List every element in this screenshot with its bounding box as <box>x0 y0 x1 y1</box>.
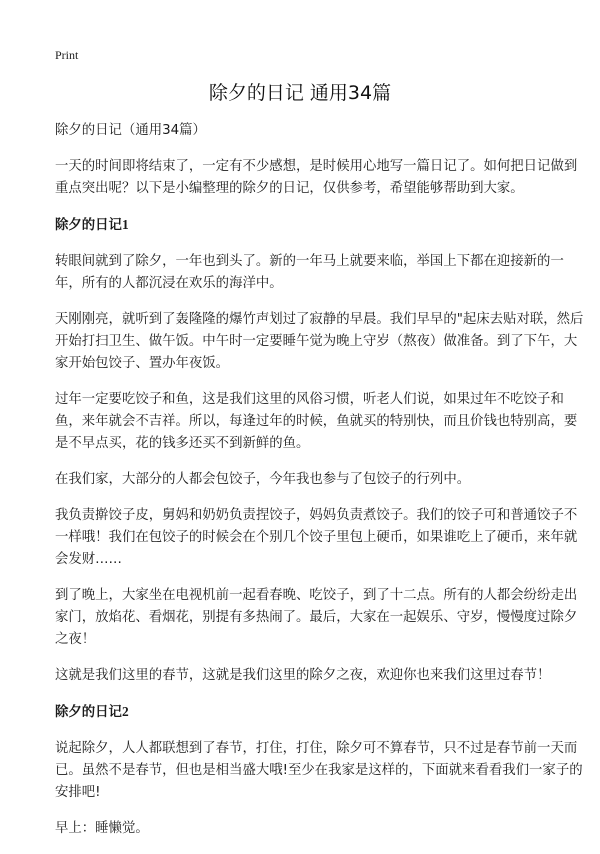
diary-section-1 <box>55 214 590 687</box>
diary-section-2 <box>55 701 590 840</box>
paragraph: 这就是我们这里的春节，这就是我们这里的除夕之夜，欢迎你也来我们这里过春节！ <box>55 668 551 683</box>
intro-paragraph: 一天的时间即将结束了，一定有不少感想，是时候用心地写一篇日记了。如何把日记做到重点突出呢？以下是小编整理的除夕的日记，仅供参考，希望能够帮助到大家。 <box>55 159 578 196</box>
paragraph: 我负责擀饺子皮，舅妈和奶奶负责捏饺子，妈妈负责煮饺子。我们的饺子可和普通饺子不一样哦！我们在包饺子的时候会在个别几个饺子里包上硬币，如果谁吃上了硬币，来年就会发财…… <box>55 508 578 567</box>
section-heading-number: 1 <box>121 217 129 232</box>
page-title: 除夕的日记 通用34篇 <box>208 82 392 104</box>
paragraph: 天刚刚亮，就听到了轰隆隆的爆竹声划过了寂静的早晨。我们早早的"起床去贴对联，然后开始打扫卫生、做午饭。中午时一定要睡午觉为晚上守岁（熬夜）做准备。到了下午，大家开始包饺子、置办年夜饭。 <box>55 312 584 371</box>
paragraph: 早上：睡懒觉。 <box>55 821 149 836</box>
section-heading-text: 除夕的日记 <box>55 705 122 720</box>
paragraph: 到了晚上，大家坐在电视机前一起看春晚、吃饺子，到了十二点。所有的人都会纷纷走出家门，放焰花、看烟花，别提有多热闹了。最后，大家在一起娱乐、守岁，慢慢度过除夕之夜！ <box>55 588 578 647</box>
paragraph: 在我们家，大部分的人都会包饺子，今年我也参与了包饺子的行列中。 <box>55 472 471 487</box>
article-body <box>55 120 590 854</box>
paragraph: 说起除夕，人人都联想到了春节，打住，打住，除夕可不算春节，只不过是春节前一天而已。虽然不是春节，但也是相当盛大哦!至少在我家是这样的，下面就来看看我们一家子的安排吧! <box>55 741 583 800</box>
article-subtitle: 除夕的日记（通用34篇） <box>55 123 206 138</box>
section-heading-text: 除夕的日记 <box>55 218 122 233</box>
section-heading-2 <box>55 701 590 724</box>
paragraph: 过年一定要吃饺子和鱼，这是我们这里的风俗习惯，听老人们说，如果过年不吃饺子和鱼，来年就会不吉祥。所以，每逢过年的时候，鱼就买的特别快，而且价钱也特别高，要是不早点买，花的钱多还买不到新鲜的鱼。 <box>55 392 578 451</box>
paragraph: 转眼间就到了除夕，一年也到头了。新的一年马上就要来临，举国上下都在迎接新的一年，所有的人都沉浸在欢乐的海洋中。 <box>55 254 564 291</box>
print-link[interactable]: Print <box>55 48 79 62</box>
section-heading-1 <box>55 214 590 237</box>
section-heading-number: 2 <box>121 704 129 719</box>
